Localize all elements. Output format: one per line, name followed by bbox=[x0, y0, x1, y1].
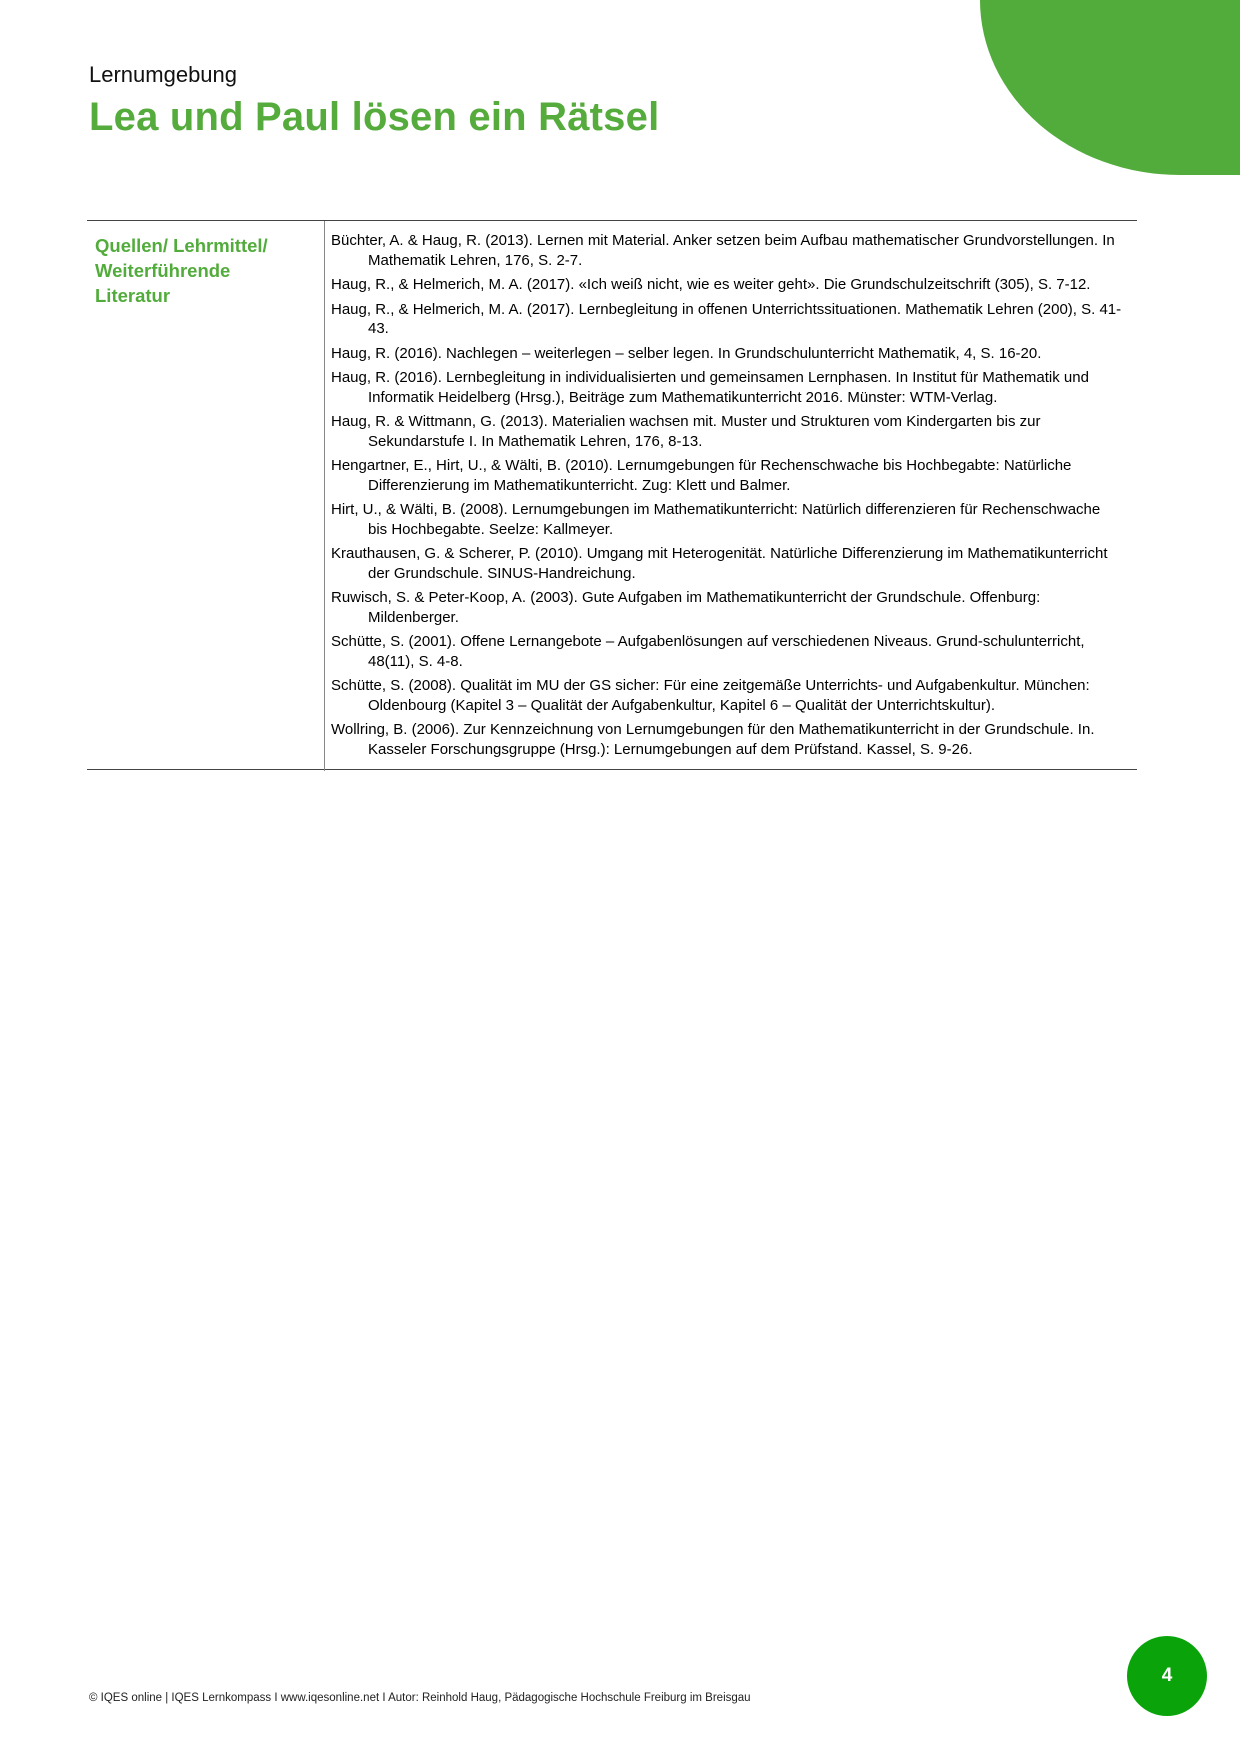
reference-item: Schütte, S. (2001). Offene Lernangebote – Aufgabenlösungen auf verschiedenen Niveaus. Grund-schulunterricht, 48(11), S. 4-8. bbox=[331, 633, 1085, 670]
page-title: Lea und Paul lösen ein Rätsel bbox=[89, 95, 660, 139]
section-label: Quellen/ Lehrmittel/ Weiterführende Literatur bbox=[95, 235, 268, 306]
reference-item: Haug, R. (2016). Lernbegleitung in individualisierten und gemeinsamen Lernphasen. In Institut für Mathematik und Informatik Heidelberg (Hrsg.), Beiträge zum Mathematikunterricht 2016. Münster: WTM-Verlag. bbox=[331, 369, 1089, 406]
column-divider bbox=[324, 221, 325, 771]
document-type-label: Lernumgebung bbox=[89, 62, 238, 87]
reference-item: Schütte, S. (2008). Qualität im MU der GS sicher: Für eine zeitgemäße Unterrichts- und Aufgabenkultur. München: Oldenbourg (Kapitel 3 – Qualität der Aufgabenkultur, Kapitel 6 – Qualität der Unterrichtskultur). bbox=[331, 677, 1090, 714]
reference-item: Büchter, A. & Haug, R. (2013). Lernen mit Material. Anker setzen beim Aufbau mathematischer Grundvorstellungen. In Mathematik Lehren, 176, S. 2-7. bbox=[331, 232, 1115, 269]
reference-item: Ruwisch, S. & Peter-Koop, A. (2003). Gute Aufgaben im Mathematikunterricht der Grundschule. Offenburg: Mildenberger. bbox=[331, 589, 1041, 626]
reference-item: Hirt, U., & Wälti, B. (2008). Lernumgebungen im Mathematikunterricht: Natürlich differenzieren für Rechenschwache bis Hochbegabte. Seelze: Kallmeyer. bbox=[331, 501, 1101, 538]
reference-item: Haug, R., & Helmerich, M. A. (2017). Lernbegleitung in offenen Unterrichtssituationen. Mathematik Lehren (200), S. 41-43. bbox=[331, 300, 1122, 337]
reference-list bbox=[331, 221, 1137, 769]
reference-item: Wollring, B. (2006). Zur Kennzeichnung von Lernumgebungen für den Mathematikunterricht in der Grundschule. In. Kasseler Forschungsgruppe (Hrsg.): Lernumgebungen auf dem Prüfstand. Kassel, S. 9-26. bbox=[331, 721, 1095, 758]
corner-decoration bbox=[980, 0, 1240, 175]
reference-item: Haug, R., & Helmerich, M. A. (2017). «Ich weiß nicht, wie es weiter geht». Die Grundschulzeitschrift (305), S. 7-12. bbox=[331, 276, 1091, 293]
reference-item: Haug, R. (2016). Nachlegen – weiterlegen – selber legen. In Grundschulunterricht Mathematik, 4, S. 16-20. bbox=[331, 344, 1042, 362]
reference-item: Hengartner, E., Hirt, U., & Wälti, B. (2010). Lernumgebungen für Rechenschwache bis Hochbegabte: Natürliche Differenzierung im Mathematikunterricht. Zug: Klett und Balmer. bbox=[331, 457, 1072, 494]
reference-item: Krauthausen, G. & Scherer, P. (2010). Umgang mit Heterogenität. Natürliche Differenzierung im Mathematikunterricht der Grundschule. SINUS-Handreichung. bbox=[331, 545, 1108, 582]
reference-item: Haug, R. & Wittmann, G. (2013). Materialien wachsen mit. Muster und Strukturen vom Kindergarten bis zur Sekundarstufe I. In Mathematik Lehren, 176, 8-13. bbox=[331, 413, 1041, 450]
page-number-badge: 4 bbox=[1127, 1636, 1207, 1716]
references-table bbox=[87, 220, 1137, 770]
footer-copyright: © IQES online | IQES Lernkompass I www.iqesonline.net I Autor: Reinhold Haug, Pädagogische Hochschule Freiburg im Breisgau bbox=[89, 1692, 751, 1704]
